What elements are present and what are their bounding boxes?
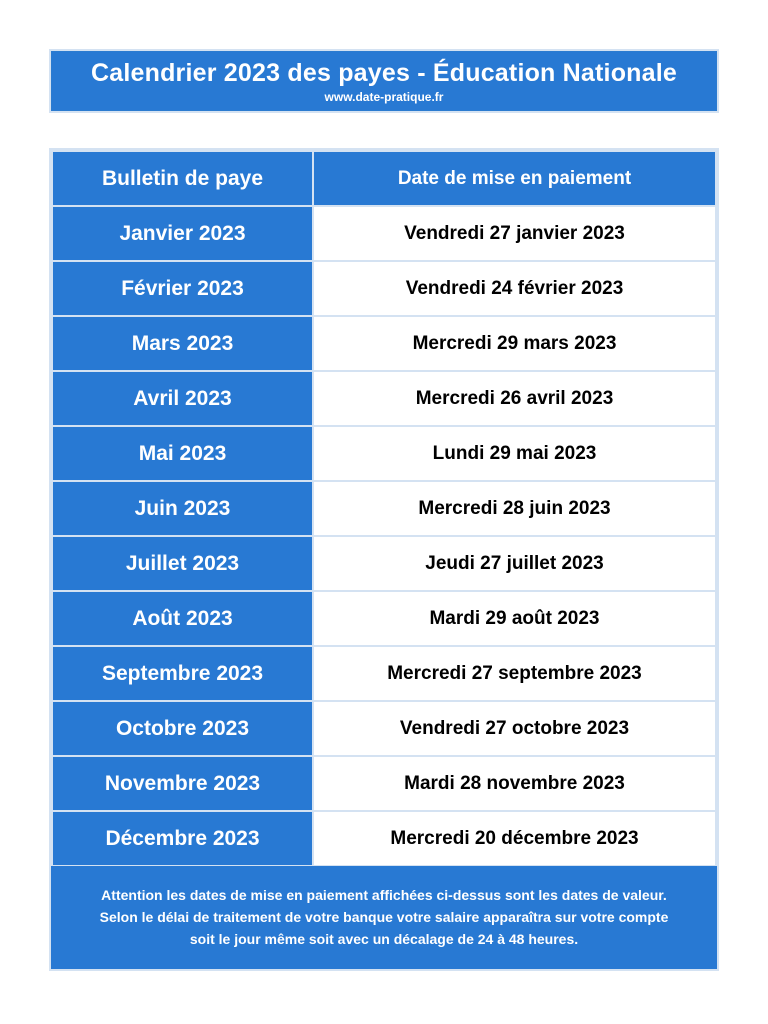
payment-date-cell: Mardi 28 novembre 2023 bbox=[313, 756, 716, 811]
month-cell: Juin 2023 bbox=[52, 481, 313, 536]
month-cell: Janvier 2023 bbox=[52, 206, 313, 261]
table-row bbox=[52, 481, 716, 536]
month-cell: Février 2023 bbox=[52, 261, 313, 316]
table-row bbox=[52, 261, 716, 316]
footer-notice-line: soit le jour même soit avec un décalage de 24 à 48 heures. bbox=[189, 931, 579, 947]
footer-notice bbox=[49, 866, 719, 971]
title-banner-inner bbox=[52, 52, 716, 110]
column-header-payment-date: Date de mise en paiement bbox=[313, 151, 716, 206]
month-cell: Novembre 2023 bbox=[52, 756, 313, 811]
month-cell: Avril 2023 bbox=[52, 371, 313, 426]
footer-notice-line: Selon le délai de traitement de votre banque votre salaire apparaîtra sur votre compte bbox=[99, 909, 669, 925]
month-cell: Mars 2023 bbox=[52, 316, 313, 371]
payment-date-cell: Mercredi 20 décembre 2023 bbox=[313, 811, 716, 866]
table-row bbox=[52, 371, 716, 426]
table-header-row bbox=[52, 151, 716, 206]
page-title: Calendrier 2023 des payes - Éducation Nationale bbox=[91, 59, 677, 87]
site-url: www.date-pratique.fr bbox=[324, 90, 444, 104]
table-row bbox=[52, 591, 716, 646]
footer-notice-line: Attention les dates de mise en paiement affichées ci-dessus sont les dates de valeur. bbox=[101, 887, 667, 903]
payment-date-cell: Vendredi 27 octobre 2023 bbox=[313, 701, 716, 756]
pay-calendar-table bbox=[51, 150, 717, 867]
payment-date-cell: Mercredi 28 juin 2023 bbox=[313, 481, 716, 536]
month-cell: Juillet 2023 bbox=[52, 536, 313, 591]
title-banner bbox=[49, 49, 719, 113]
table-row bbox=[52, 701, 716, 756]
table-row bbox=[52, 756, 716, 811]
month-cell: Octobre 2023 bbox=[52, 701, 313, 756]
payment-date-cell: Vendredi 27 janvier 2023 bbox=[313, 206, 716, 261]
table-row bbox=[52, 811, 716, 866]
table-row bbox=[52, 316, 716, 371]
payment-date-cell: Vendredi 24 février 2023 bbox=[313, 261, 716, 316]
payment-date-cell: Mercredi 29 mars 2023 bbox=[313, 316, 716, 371]
payment-date-cell: Mercredi 27 septembre 2023 bbox=[313, 646, 716, 701]
column-header-payslip: Bulletin de paye bbox=[52, 151, 313, 206]
table-row bbox=[52, 536, 716, 591]
month-cell: Septembre 2023 bbox=[52, 646, 313, 701]
pay-calendar-table-wrapper bbox=[49, 148, 719, 869]
payment-date-cell: Lundi 29 mai 2023 bbox=[313, 426, 716, 481]
table-row bbox=[52, 206, 716, 261]
table-row bbox=[52, 646, 716, 701]
month-cell: Mai 2023 bbox=[52, 426, 313, 481]
payment-date-cell: Mardi 29 août 2023 bbox=[313, 591, 716, 646]
month-cell: Décembre 2023 bbox=[52, 811, 313, 866]
payment-date-cell: Mercredi 26 avril 2023 bbox=[313, 371, 716, 426]
payment-date-cell: Jeudi 27 juillet 2023 bbox=[313, 536, 716, 591]
table-row bbox=[52, 426, 716, 481]
month-cell: Août 2023 bbox=[52, 591, 313, 646]
